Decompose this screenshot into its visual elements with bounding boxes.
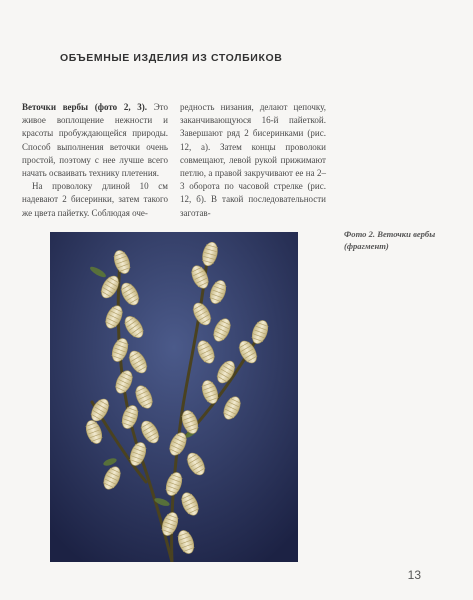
- paragraph-intro-text: Это живое воплощение нежности и красоты пробуждающейся природы. Способ выполнения веточки очень простой, поэтому с нее лучше всего начать осваивать технику плетения.: [22, 102, 168, 179]
- paragraph-lead: Веточки вербы (фото 2, 3).: [22, 102, 148, 112]
- paragraph-continuation: редность низания, делают цепочку, заканчивающуюся 16-й пайеткой. Завершают ряд 2 бисеринками (рис. 12, а). Затем концы проволоки совмещают, левой рукой прижимают петлю, а правой закручивают ее на 2–3 оборота по часовой стрелке (рис. 12, б). В такой последовательности заготав-: [180, 102, 326, 218]
- willow-branch-photo: [50, 232, 298, 562]
- text-column-left: [22, 101, 168, 220]
- paragraph-instructions: На проволоку длиной 10 см надевают 2 бисеринки, затем такого же цвета пайетку. Соблюдая оче-: [22, 181, 168, 218]
- text-column-right: [180, 101, 326, 220]
- section-title: ОБЪЕМНЫЕ ИЗДЕЛИЯ ИЗ СТОЛБИКОВ: [60, 52, 283, 64]
- photo-caption: Фото 2. Веточки вербы (фрагмент): [344, 229, 436, 251]
- paragraph-intro: [22, 101, 168, 180]
- page-number: 13: [407, 568, 421, 582]
